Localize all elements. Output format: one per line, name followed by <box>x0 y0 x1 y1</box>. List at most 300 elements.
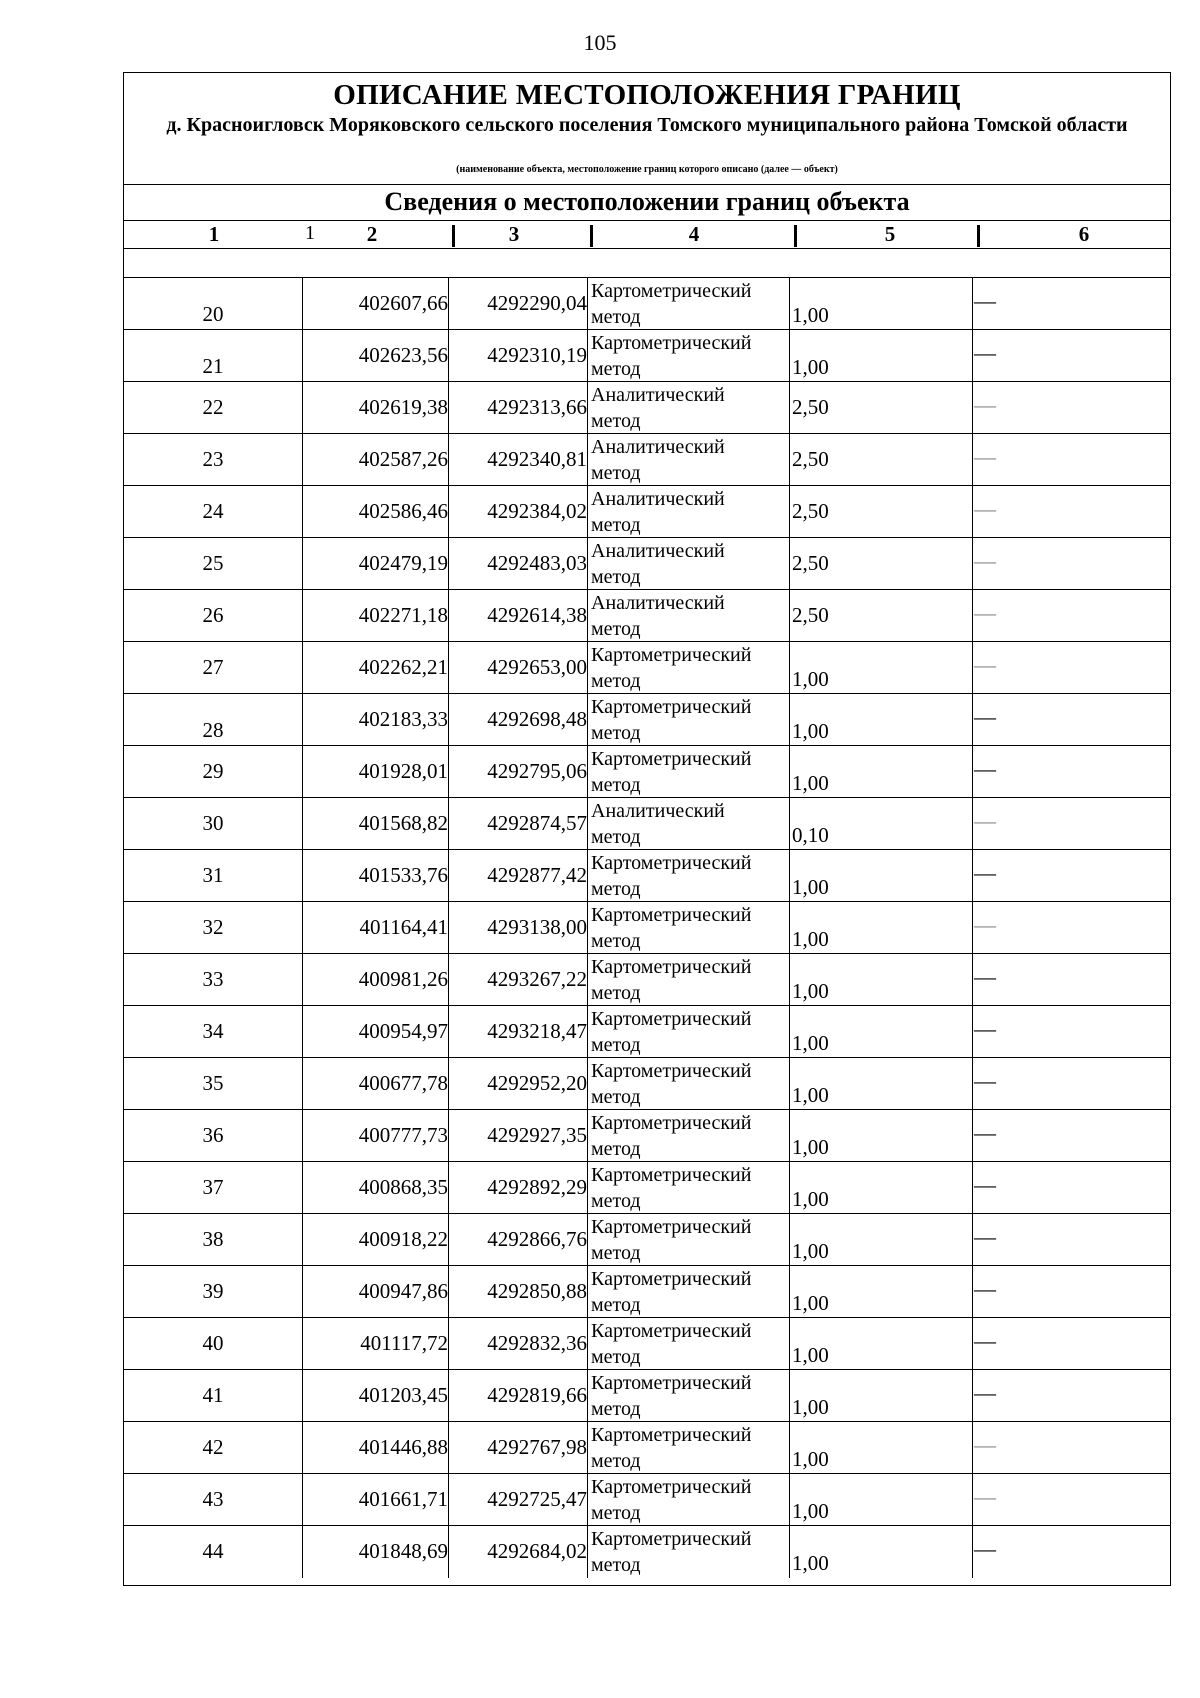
determination-method <box>591 1058 751 1110</box>
accuracy-value: 2,50 <box>792 499 829 523</box>
column-divider <box>587 1266 588 1317</box>
method-line-2: метод <box>591 618 641 640</box>
method-line-1: Картометрический <box>591 1008 752 1030</box>
determination-method <box>591 954 751 1006</box>
table-row <box>124 1110 1170 1162</box>
coordinate-x: 401661,71 <box>358 1487 448 1511</box>
coordinate-x: 401117,72 <box>360 1331 448 1355</box>
description-dash: — <box>974 288 996 313</box>
column-divider <box>587 1006 588 1057</box>
column-divider <box>972 1058 973 1109</box>
description-dash: — <box>974 1016 996 1041</box>
determination-method <box>591 1162 751 1214</box>
column-divider <box>789 1110 790 1161</box>
accuracy-value: 1,00 <box>792 1343 829 1367</box>
method-line-1: Картометрический <box>591 956 752 978</box>
column-divider <box>972 590 973 641</box>
method-line-1: Картометрический <box>591 1060 752 1082</box>
method-line-2: метод <box>591 410 641 432</box>
determination-method <box>591 486 725 538</box>
coordinate-x: 401203,45 <box>358 1383 448 1407</box>
description-dash: — <box>974 444 996 469</box>
column-divider <box>789 1058 790 1109</box>
description-dash: — <box>974 392 996 417</box>
point-number: 21 <box>202 354 224 378</box>
point-number: 27 <box>202 655 224 679</box>
column-divider <box>587 434 588 485</box>
accuracy-value: 1,00 <box>792 875 829 899</box>
column-header-4: 4 <box>688 222 700 246</box>
column-divider <box>587 1110 588 1161</box>
method-line-2: метод <box>591 1554 641 1576</box>
column-divider <box>972 1110 973 1161</box>
coordinate-y: 4292698,48 <box>487 707 587 731</box>
column-tick <box>977 225 980 247</box>
coordinate-y: 4293218,47 <box>487 1019 587 1043</box>
column-divider <box>789 1422 790 1473</box>
description-dash: — <box>974 340 996 365</box>
accuracy-value: 1,00 <box>792 1187 829 1211</box>
method-line-2: метод <box>591 1138 641 1160</box>
method-line-1: Аналитический <box>591 540 725 562</box>
table-row <box>124 486 1170 538</box>
point-number: 36 <box>202 1123 224 1147</box>
accuracy-value: 2,50 <box>792 447 829 471</box>
method-line-2: метод <box>591 1034 641 1056</box>
coordinate-y: 4292313,66 <box>487 395 587 419</box>
method-line-2: метод <box>591 1450 641 1472</box>
coordinate-x: 402619,38 <box>358 395 448 419</box>
column-divider <box>587 642 588 693</box>
column-divider <box>789 1318 790 1369</box>
description-dash: — <box>974 912 996 937</box>
determination-method <box>591 382 725 434</box>
accuracy-value: 1,00 <box>792 355 829 379</box>
coordinate-y: 4292927,35 <box>487 1123 587 1147</box>
point-number: 26 <box>202 603 224 627</box>
column-tick <box>794 225 797 247</box>
method-line-2: метод <box>591 722 641 744</box>
divider <box>124 184 1170 185</box>
accuracy-value: 1,00 <box>792 1447 829 1471</box>
point-number: 23 <box>202 447 224 471</box>
column-divider <box>789 1526 790 1578</box>
table-row <box>124 590 1170 642</box>
column-divider <box>789 642 790 693</box>
accuracy-value: 0,10 <box>792 823 829 847</box>
accuracy-value: 1,00 <box>792 771 829 795</box>
column-divider <box>789 902 790 953</box>
coordinate-x: 401164,41 <box>359 915 448 939</box>
method-line-2: метод <box>591 566 641 588</box>
column-divider <box>587 1214 588 1265</box>
coordinate-x: 402587,26 <box>358 447 448 471</box>
determination-method <box>591 1526 751 1578</box>
column-divider <box>587 330 588 381</box>
determination-method <box>591 1110 751 1162</box>
method-line-2: метод <box>591 670 641 692</box>
column-divider <box>587 538 588 589</box>
determination-method <box>591 1370 751 1422</box>
table-row <box>124 954 1170 1006</box>
column-divider <box>972 746 973 797</box>
accuracy-value: 1,00 <box>792 1291 829 1315</box>
point-number: 20 <box>202 302 224 326</box>
column-divider <box>972 798 973 849</box>
column-divider <box>789 1006 790 1057</box>
method-line-1: Картометрический <box>591 1320 752 1342</box>
determination-method <box>591 902 751 954</box>
table-row <box>124 1422 1170 1474</box>
accuracy-value: 2,50 <box>792 551 829 575</box>
coordinate-y: 4292483,03 <box>487 551 587 575</box>
column-divider <box>587 902 588 953</box>
point-number: 24 <box>202 499 224 523</box>
point-number: 32 <box>202 915 224 939</box>
column-divider <box>587 590 588 641</box>
column-divider <box>972 642 973 693</box>
accuracy-value: 1,00 <box>792 1395 829 1419</box>
column-divider <box>587 1162 588 1213</box>
coordinate-x: 400868,35 <box>358 1175 448 1199</box>
coordinate-y: 4292340,81 <box>487 447 587 471</box>
determination-method <box>591 1422 751 1474</box>
object-name-caption: (наименование объекта, местоположение границ которого описано (далее — объект) <box>456 164 838 175</box>
point-number: 29 <box>202 759 224 783</box>
column-divider <box>587 486 588 537</box>
method-line-1: Картометрический <box>591 1372 752 1394</box>
column-header-6: 6 <box>1078 222 1090 246</box>
description-dash: — <box>974 600 996 625</box>
column-divider <box>972 1422 973 1473</box>
table-row <box>124 1162 1170 1214</box>
column-divider <box>972 1526 973 1578</box>
table-row <box>124 330 1170 382</box>
determination-method <box>591 642 751 694</box>
column-divider <box>789 1214 790 1265</box>
point-number: 39 <box>202 1279 224 1303</box>
point-number: 28 <box>202 718 224 742</box>
coordinate-x: 400918,22 <box>358 1227 448 1251</box>
coordinate-y: 4293138,00 <box>487 915 587 939</box>
method-line-1: Картометрический <box>591 332 752 354</box>
determination-method <box>591 1006 751 1058</box>
section-title: Сведения о местоположении границ объекта <box>384 187 910 216</box>
column-divider <box>587 1370 588 1421</box>
accuracy-value: 1,00 <box>792 667 829 691</box>
coordinate-x: 400947,86 <box>358 1279 448 1303</box>
table-row <box>124 1266 1170 1318</box>
coordinate-x: 402623,56 <box>358 343 448 367</box>
column-divider <box>789 434 790 485</box>
point-number: 31 <box>202 863 224 887</box>
column-divider <box>587 382 588 433</box>
column-divider <box>789 798 790 849</box>
table-row <box>124 1058 1170 1110</box>
table-row <box>124 642 1170 694</box>
coordinate-y: 4292874,57 <box>487 811 587 835</box>
coordinate-y: 4292653,00 <box>487 655 587 679</box>
column-divider <box>789 1266 790 1317</box>
accuracy-value: 2,50 <box>792 603 829 627</box>
coordinate-x: 400677,78 <box>358 1071 448 1095</box>
point-number: 41 <box>202 1383 224 1407</box>
page-number: 105 <box>583 30 617 55</box>
description-dash: — <box>974 652 996 677</box>
determination-method <box>591 590 725 642</box>
determination-method <box>591 746 751 798</box>
method-line-2: метод <box>591 306 641 328</box>
column-divider <box>972 382 973 433</box>
table-row <box>124 694 1170 746</box>
table-row <box>124 1526 1170 1578</box>
column-divider <box>789 1162 790 1213</box>
point-number: 44 <box>202 1539 224 1563</box>
description-dash: — <box>974 1120 996 1145</box>
document-title: ОПИСАНИЕ МЕСТОПОЛОЖЕНИЯ ГРАНИЦ <box>333 79 961 111</box>
method-line-1: Аналитический <box>591 800 725 822</box>
method-line-2: метод <box>591 1086 641 1108</box>
column-divider <box>789 1474 790 1525</box>
coordinate-x: 401446,88 <box>358 1435 448 1459</box>
description-dash: — <box>974 1484 996 1509</box>
point-number: 38 <box>202 1227 224 1251</box>
method-line-1: Аналитический <box>591 488 725 510</box>
column-divider <box>789 954 790 1005</box>
description-dash: — <box>974 1380 996 1405</box>
column-divider <box>972 1162 973 1213</box>
method-line-1: Аналитический <box>591 592 725 614</box>
point-number: 42 <box>202 1435 224 1459</box>
method-line-1: Картометрический <box>591 1424 752 1446</box>
coordinate-x: 400954,97 <box>358 1019 448 1043</box>
description-dash: — <box>974 1432 996 1457</box>
description-dash: — <box>974 964 996 989</box>
method-line-2: метод <box>591 514 641 536</box>
determination-method <box>591 330 751 382</box>
determination-method <box>591 1474 751 1526</box>
column-divider <box>587 1474 588 1525</box>
determination-method <box>591 1318 751 1370</box>
column-divider <box>789 538 790 589</box>
table-row <box>124 902 1170 954</box>
coordinate-y: 4292892,29 <box>487 1175 587 1199</box>
coordinate-y: 4292384,02 <box>487 499 587 523</box>
determination-method <box>591 1266 751 1318</box>
column-divider <box>587 1526 588 1578</box>
method-line-2: метод <box>591 358 641 380</box>
point-number: 25 <box>202 551 224 575</box>
description-dash: — <box>974 704 996 729</box>
table-row <box>124 1318 1170 1370</box>
column-divider <box>789 590 790 641</box>
column-divider <box>972 486 973 537</box>
column-divider <box>587 694 588 745</box>
coordinate-y: 4292832,36 <box>487 1331 587 1355</box>
column-divider <box>789 850 790 901</box>
coordinate-y: 4292795,06 <box>487 759 587 783</box>
column-divider <box>972 434 973 485</box>
method-line-2: метод <box>591 462 641 484</box>
column-divider <box>972 1266 973 1317</box>
coordinates-table-body <box>124 278 1170 1578</box>
method-line-1: Картометрический <box>591 1268 752 1290</box>
column-divider <box>587 798 588 849</box>
point-number: 35 <box>202 1071 224 1095</box>
accuracy-value: 1,00 <box>792 1031 829 1055</box>
coordinate-x: 402586,46 <box>358 499 448 523</box>
column-divider <box>789 486 790 537</box>
method-line-2: метод <box>591 774 641 796</box>
point-number: 40 <box>202 1331 224 1355</box>
column-divider <box>789 746 790 797</box>
coordinate-y: 4292290,04 <box>487 291 587 315</box>
column-divider <box>587 1422 588 1473</box>
column-divider <box>972 330 973 381</box>
table-row <box>124 382 1170 434</box>
point-number: 22 <box>202 395 224 419</box>
column-divider <box>789 694 790 745</box>
column-divider <box>587 954 588 1005</box>
column-divider <box>972 1214 973 1265</box>
coordinate-y: 4292614,38 <box>487 603 587 627</box>
method-line-2: метод <box>591 1398 641 1420</box>
column-divider <box>972 1318 973 1369</box>
column-divider <box>789 278 790 329</box>
point-number: 33 <box>202 967 224 991</box>
description-dash: — <box>974 1224 996 1249</box>
column-divider <box>972 1474 973 1525</box>
coordinate-y: 4292725,47 <box>487 1487 587 1511</box>
coordinate-x: 400981,26 <box>358 967 448 991</box>
method-line-2: метод <box>591 826 641 848</box>
accuracy-value: 1,00 <box>792 1551 829 1575</box>
table-row <box>124 1370 1170 1422</box>
method-line-2: метод <box>591 1294 641 1316</box>
method-line-1: Аналитический <box>591 436 725 458</box>
table-row <box>124 434 1170 486</box>
coordinate-y: 4292767,98 <box>487 1435 587 1459</box>
coordinate-x: 402479,19 <box>358 551 448 575</box>
coordinate-y: 4292877,42 <box>487 863 587 887</box>
method-line-1: Картометрический <box>591 1476 752 1498</box>
point-number: 37 <box>202 1175 224 1199</box>
column-divider <box>587 278 588 329</box>
determination-method <box>591 278 751 330</box>
description-dash: — <box>974 756 996 781</box>
object-name: д. Красноигловск Моряковского сельского поселения Томского муниципального района Томской области <box>166 114 1128 136</box>
column-divider <box>587 1058 588 1109</box>
accuracy-value: 1,00 <box>792 719 829 743</box>
method-line-1: Аналитический <box>591 384 725 406</box>
column-divider <box>972 694 973 745</box>
accuracy-value: 1,00 <box>792 1083 829 1107</box>
coordinate-y: 4292310,19 <box>487 343 587 367</box>
column-header-1: 1 <box>208 222 220 246</box>
coordinate-x: 401533,76 <box>358 863 448 887</box>
method-line-1: Картометрический <box>591 748 752 770</box>
accuracy-value: 1,00 <box>792 303 829 327</box>
accuracy-value: 1,00 <box>792 927 829 951</box>
column-divider <box>587 746 588 797</box>
method-line-1: Картометрический <box>591 1164 752 1186</box>
description-dash: — <box>974 808 996 833</box>
method-line-1: Картометрический <box>591 280 752 302</box>
table-row <box>124 746 1170 798</box>
divider <box>124 220 1170 221</box>
description-dash: — <box>974 1328 996 1353</box>
column-divider <box>587 850 588 901</box>
coordinate-x: 402262,21 <box>358 655 448 679</box>
description-dash: — <box>974 496 996 521</box>
method-line-2: метод <box>591 982 641 1004</box>
column-header-3: 3 <box>508 222 520 246</box>
method-line-1: Картометрический <box>591 852 752 874</box>
coordinate-x: 402271,18 <box>358 603 448 627</box>
determination-method <box>591 538 725 590</box>
description-dash: — <box>974 1276 996 1301</box>
determination-method <box>591 1214 751 1266</box>
table-row <box>124 538 1170 590</box>
method-line-1: Картометрический <box>591 696 752 718</box>
accuracy-value: 1,00 <box>792 979 829 1003</box>
accuracy-value: 1,00 <box>792 1499 829 1523</box>
boundary-description-table <box>123 72 1171 1586</box>
description-dash: — <box>974 1536 996 1561</box>
coordinate-x: 401568,82 <box>358 811 448 835</box>
point-number: 34 <box>202 1019 224 1043</box>
column-divider <box>972 1370 973 1421</box>
coordinate-y: 4292866,76 <box>487 1227 587 1251</box>
coordinate-y: 4293267,22 <box>487 967 587 991</box>
column-divider <box>972 278 973 329</box>
determination-method <box>591 694 751 746</box>
point-number: 43 <box>202 1487 224 1511</box>
column-divider <box>789 330 790 381</box>
method-line-2: метод <box>591 878 641 900</box>
method-line-1: Картометрический <box>591 1112 752 1134</box>
coordinate-x: 402607,66 <box>358 291 448 315</box>
table-row <box>124 798 1170 850</box>
table-row <box>124 1006 1170 1058</box>
column-tick <box>452 225 455 247</box>
description-dash: — <box>974 1068 996 1093</box>
stray-mark: 1 <box>305 222 315 244</box>
determination-method <box>591 850 751 902</box>
column-header-2: 2 <box>366 222 378 246</box>
method-line-1: Картометрический <box>591 1216 752 1238</box>
table-row <box>124 278 1170 330</box>
table-row <box>124 1214 1170 1266</box>
column-divider <box>972 850 973 901</box>
accuracy-value: 1,00 <box>792 1135 829 1159</box>
column-divider <box>972 902 973 953</box>
point-number: 30 <box>202 811 224 835</box>
coordinate-y: 4292684,02 <box>487 1539 587 1563</box>
description-dash: — <box>974 548 996 573</box>
method-line-2: метод <box>591 1190 641 1212</box>
coordinate-y: 4292952,20 <box>487 1071 587 1095</box>
coordinate-x: 401848,69 <box>358 1539 448 1563</box>
coordinate-y: 4292850,88 <box>487 1279 587 1303</box>
determination-method <box>591 434 725 486</box>
accuracy-value: 2,50 <box>792 395 829 419</box>
method-line-1: Картометрический <box>591 644 752 666</box>
coordinate-x: 400777,73 <box>358 1123 448 1147</box>
determination-method <box>591 798 725 850</box>
method-line-2: метод <box>591 1502 641 1524</box>
description-dash: — <box>974 1172 996 1197</box>
